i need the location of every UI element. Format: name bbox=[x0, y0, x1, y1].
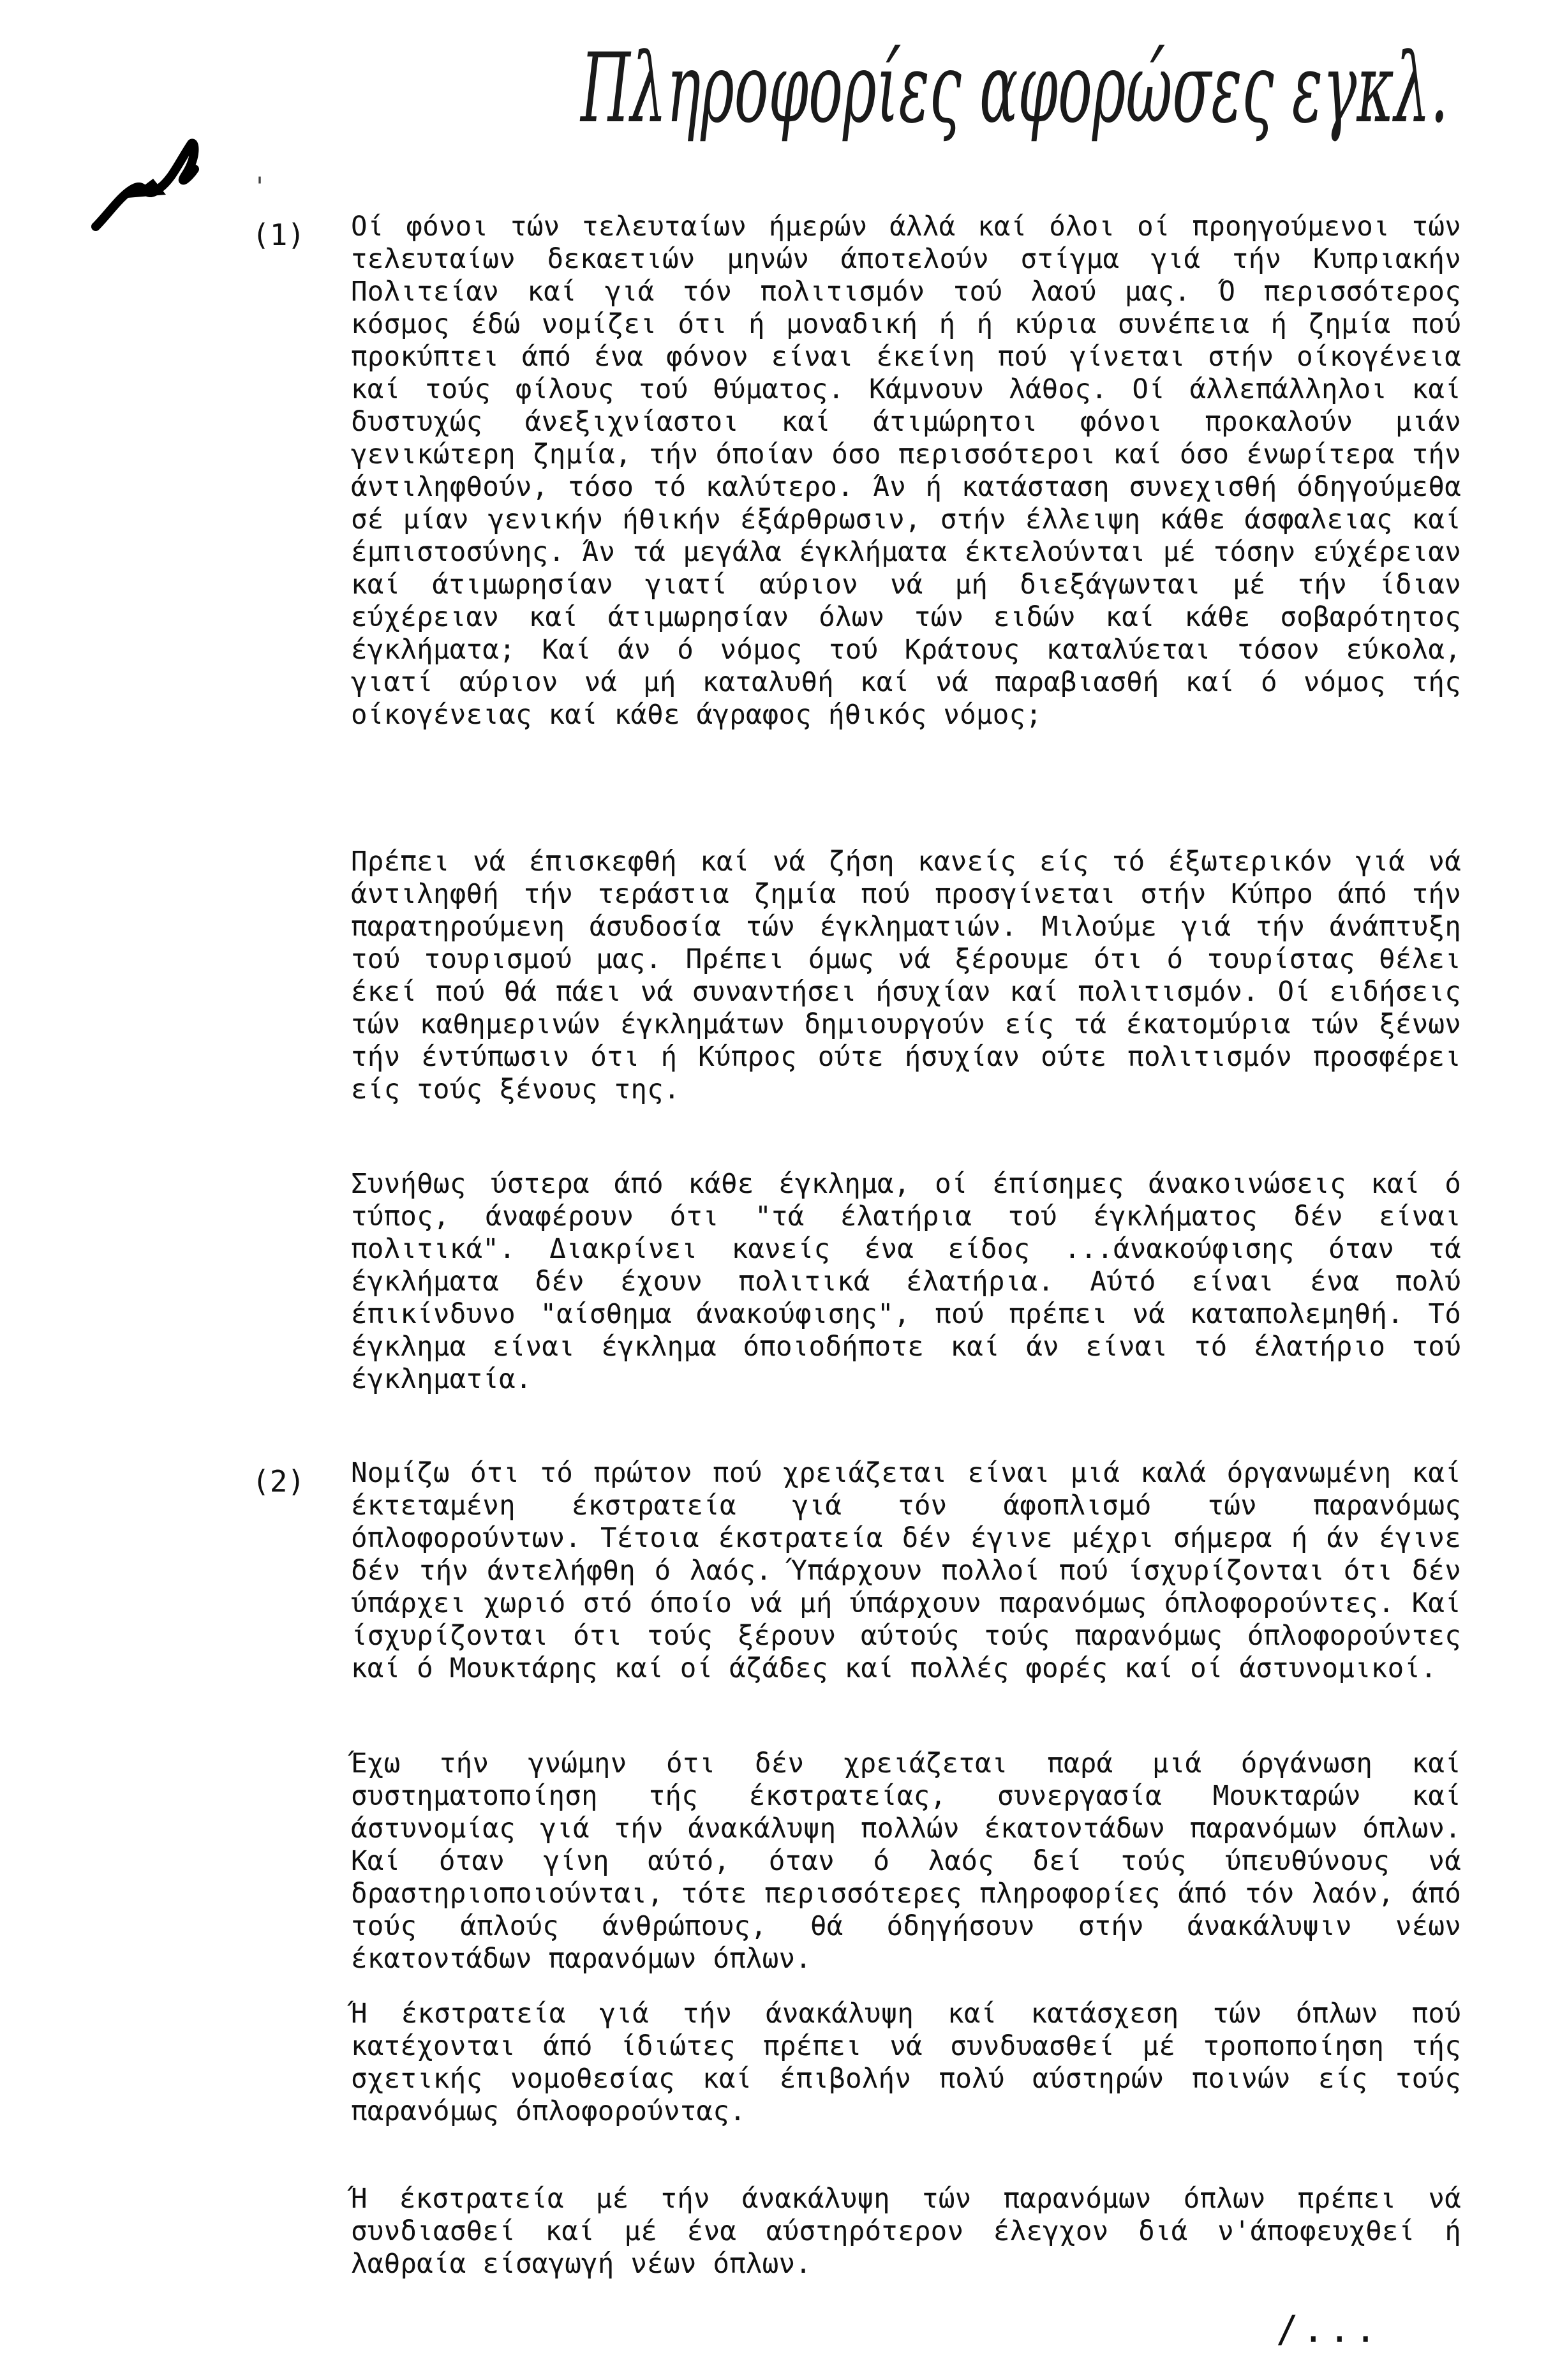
handwritten-title bbox=[574, 35, 1468, 156]
section-number-1: (1) bbox=[252, 218, 306, 252]
section-number-2: (2) bbox=[252, 1464, 306, 1499]
paragraph-text: Πρέπει νά έπισκεφθή καί νά ζήση κανείς είς τό έξωτερικόν γιά νά άντιληφθή τήν τεράστια ζημία πού προσγίνεται στήν Κύπρο άπό τήν παρατηρούμενη άσυδοσία τών έγκληματιών. Μιλούμε γιά τήν άνάπτυξη τού τουρισμού μας. Πρέπει όμως νά ξέρουμε ότι ό τουρίστας θέλει έκεί πού θά πάει νά συναντήσει ήσυχίαν καί πολιτισμόν. Οί ειδήσεις τών καθημερινών έγκλημάτων δημιουργούν είς τά έκατομύρια τών ξένων τήν έντύπωσιν ότι ή Κύπρος ούτε ήσυχίαν ούτε πολιτισμόν προσφέρει είς τούς ξένους της. bbox=[351, 846, 1461, 1105]
paragraph-text: Οί φόνοι τών τελευταίων ήμερών άλλά καί όλοι οί προηγούμενοι τών τελευταίων δεκαετιών μηνών άποτελούν στίγμα γιά τήν Κυπριακήν Πολιτείαν καί γιά τόν πολιτισμόν τού λαού μας. Ό περισσότερος κόσμος έδώ νομίζει ότι ή μοναδική ή ή κύρια συνέπεια ή ζημία πού προκύπτει άπό ένα φόνον είναι έκείνη πού γίνεται στήν οίκογένεια καί τούς φίλους τού θύματος. Κάμνουν λάθος. Οί άλλεπάλληλοι καί δυστυχώς άνεξιχνίαστοι καί άτιμώρητοι φόνοι προκαλούν μιάν γενικώτερη ζημία, τήν όποίαν όσο περισσότεροι καί όσο ένωρίτερα τήν άντιληφθούν, τόσο τό καλύτερο. Άν ή κατάσταση συνεχισθή όδηγούμεθα σέ μίαν γενικήν ήθικήν έξάρθρωσιν, στήν έλλειψη κάθε άσφαλειας καί έμπιστοσύνης. Άν τά μεγάλα έγκλήματα έκτελούνται μέ τόσην εύχέρειαν καί άτιμωρησίαν γιατί αύριον νά μή διεξάγωνται μέ τήν ίδιαν εύχέρειαν καί άτιμωρησίαν όλων τών ειδών καί κάθε σοβαρότητος έγκλήματα; Καί άν ό νόμος τού Κράτους καταλύεται τόσον εύκολα, γιατί αύριον νά μή καταλυθή καί νά παραβιασθή καί ό νόμος τής οίκογένειας καί κάθε άγραφος ήθικός νόμος; bbox=[351, 211, 1461, 731]
continuation-mark: /... bbox=[1276, 2307, 1381, 2351]
section-2-paragraph-1 bbox=[351, 1457, 1461, 1685]
section-2-paragraph-3 bbox=[351, 1998, 1461, 2128]
section-2-paragraph-4 bbox=[351, 2183, 1461, 2280]
paragraph-text: Νομίζω ότι τό πρώτον πού χρειάζεται είναι μιά καλά όργανωμένη καί έκτεταμένη έκστρατεία γιά τόν άφοπλισμό τών παρανόμως όπλοφορούντων. Τέτοια έκστρατεία δέν έγινε μέχρι σήμερα ή άν έγινε δέν τήν άντελήφθη ό λαός. Ύπάρχουν πολλοί πού ίσχυρίζονται ότι δέν ύπάρχει χωριό στό όποίο νά μή ύπάρχουν παρανόμως όπλοφορούντες. Καί ίσχυρίζονται ότι τούς ξέρουν αύτούς τούς παρανόμως όπλοφορούντες καί ό Μουκτάρης καί οί άζάδες καί πολλές φορές καί οί άστυνομικοί. bbox=[351, 1458, 1461, 1684]
pen-scribble-mark bbox=[83, 118, 211, 239]
paragraph-text: Συνήθως ύστερα άπό κάθε έγκλημα, οί έπίσημες άνακοινώσεις καί ό τύπος, άναφέρουν ότι "τά έλατήρια τού έγκλήματος δέν είναι πολιτικά". Διακρίνει κανείς ένα είδος ...άνακούφισης όταν τά έγκλήματα δέν έχουν πολιτικά έλατήρια. Αύτό είναι ένα πολύ έπικίνδυνο "αίσθημα άνακούφισης", πού πρέπει νά καταπολεμηθή. Τό έγκλημα είναι έγκλημα όποιοδήποτε καί άν είναι τό έλατήριο τού έγκληματία. bbox=[351, 1169, 1461, 1395]
margin-tick: ' bbox=[252, 172, 268, 202]
section-2-paragraph-2 bbox=[351, 1748, 1461, 1975]
paragraph-text: Έχω τήν γνώμην ότι δέν χρειάζεται παρά μιά όργάνωση καί συστηματοποίηση τής έκστρατείας, συνεργασία Μουκταρών καί άστυνομίας γιά τήν άνακάλυψη πολλών έκατοντάδων παρανόμων όπλων. Καί όταν γίνη αύτό, όταν ό λαός δεί τούς ύπευθύνους νά δραστηριοποιούνται, τότε περισσότερες πληροφορίες άπό τόν λαόν, άπό τούς άπλούς άνθρώπους, θά όδηγήσουν στήν άνακάλυψιν νέων έκατοντάδων παρανόμων όπλων. bbox=[351, 1748, 1461, 1975]
paragraph-text: Ή έκστρατεία γιά τήν άνακάλυψη καί κατάσχεση τών όπλων πού κατέχονται άπό ίδιώτες πρέπει νά συνδυασθεί μέ τροποποίηση τής σχετικής νομοθεσίας καί έπιβολήν πολύ αύστηρών ποινών είς τούς παρανόμως όπλοφορούντας. bbox=[351, 1998, 1461, 2127]
section-1-paragraph-1 bbox=[351, 211, 1461, 731]
section-1-paragraph-2 bbox=[351, 846, 1461, 1106]
handwritten-title-text: Πληροφορίες αφορώσες εγκλ. bbox=[579, 35, 1448, 144]
section-1-paragraph-3 bbox=[351, 1168, 1461, 1396]
paragraph-text: Ή έκστρατεία μέ τήν άνακάλυψη τών παρανόμων όπλων πρέπει νά συνδιασθεί καί μέ ένα αύστηρότερον έλεγχον διά ν'άποφευχθεί ή λαθραία είσαγωγή νέων όπλων. bbox=[351, 2183, 1461, 2280]
